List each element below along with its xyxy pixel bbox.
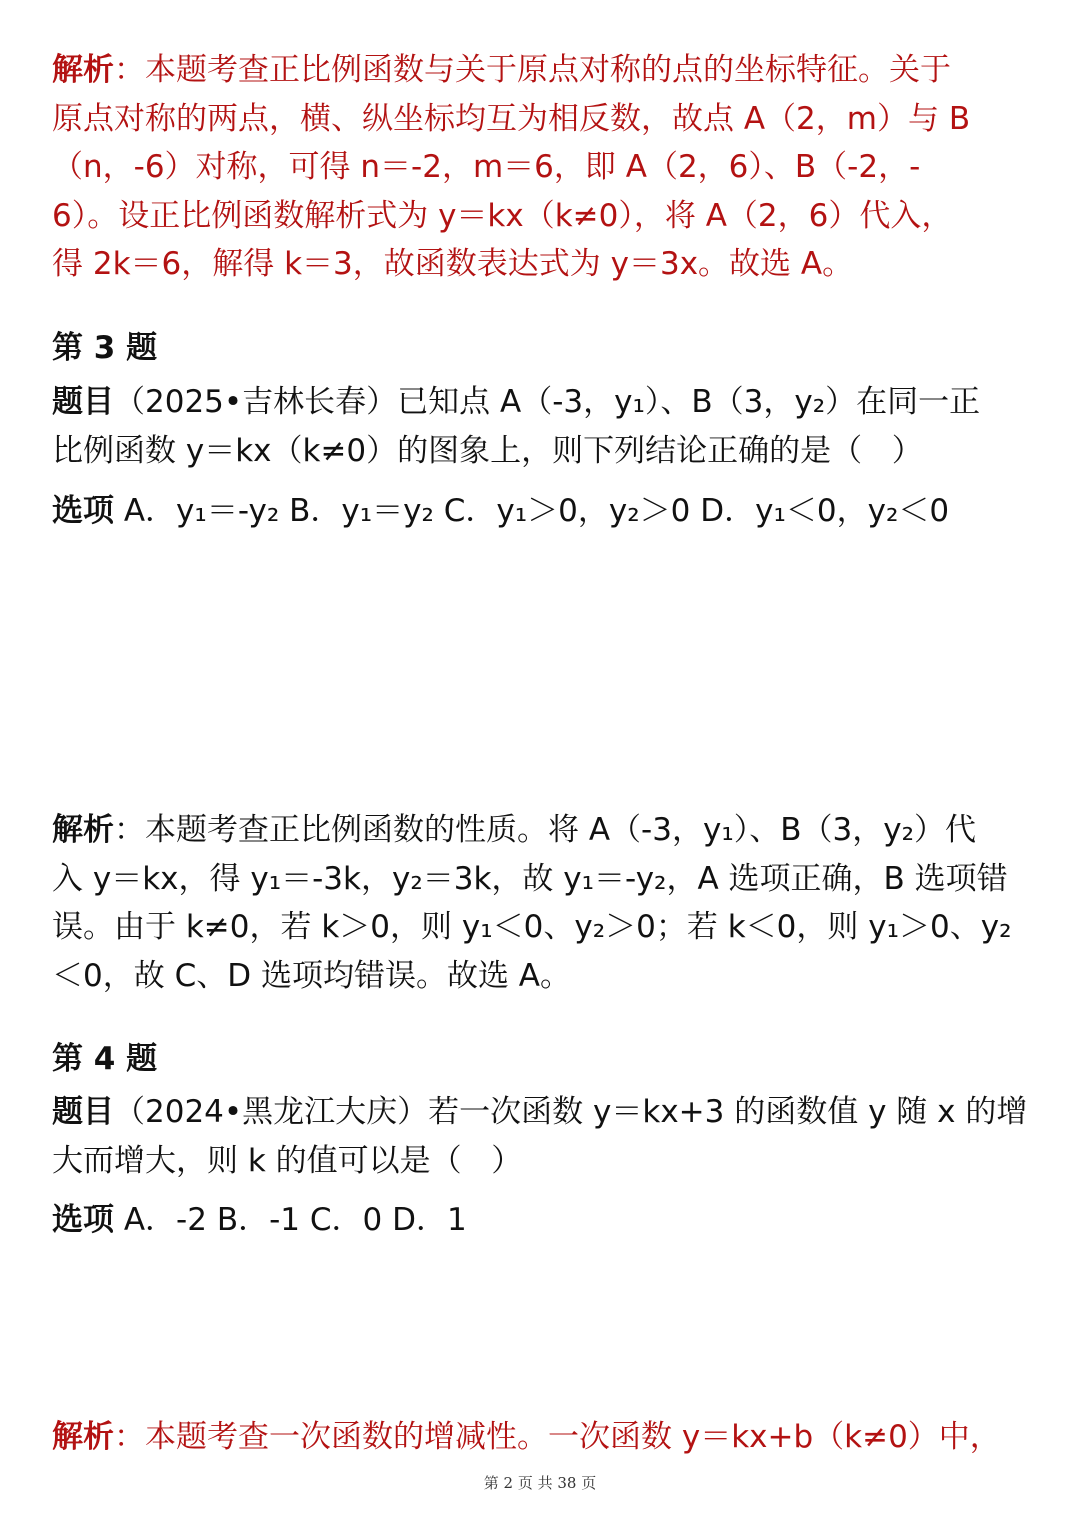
q3-heading: 第 3 题 xyxy=(52,330,158,366)
page-number-footer: 第 2 页 共 38 页 xyxy=(483,1474,597,1492)
q2-analysis-text: ：本题考查正比例函数与关于原点对称的点的坐标特征。关于 原点对称的两点，横、纵坐标均互为相反数，故点 A（2，m）与 B （n，-6）对称，可得 n＝-2，m＝6，即 A（2，6）、B（-2，- 6）。设正比例函数解析式为 y＝kx（k≠0），将 A（2，6）代入， 得 2k＝6，解得 k＝3，故函数表达式为 y＝3x。故选 A。 xyxy=(52,52,971,282)
q4-options-block xyxy=(52,1196,1032,1245)
q3-stem-paragraph xyxy=(52,378,1032,475)
q3-analysis-block xyxy=(52,806,1032,1000)
q4-analysis-paragraph xyxy=(52,1413,1032,1462)
q4-stem-label: 题目 xyxy=(52,1094,114,1130)
q3-options-paragraph xyxy=(52,487,1032,536)
q2-analysis-paragraph xyxy=(52,46,1032,289)
q3-heading-block xyxy=(52,322,1032,367)
q3-analysis-label: 解析 xyxy=(52,812,114,848)
q3-options-label: 选项 xyxy=(52,493,114,529)
q3-stem-block xyxy=(52,378,1032,475)
q4-options-paragraph xyxy=(52,1196,1032,1245)
q3-stem-text: （2025•吉林长春）已知点 A（-3，y₁）、B（3，y₂）在同一正 比例函数 y＝kx（k≠0）的图象上，则下列结论正确的是（ ） xyxy=(52,384,981,469)
q4-analysis-label: 解析 xyxy=(52,1419,114,1455)
q3-analysis-paragraph xyxy=(52,806,1032,1000)
q3-stem-label: 题目 xyxy=(52,384,114,420)
q4-stem-text: （2024•黑龙江大庆）若一次函数 y＝kx+3 的函数值 y 随 x 的增 大而增大，则 k 的值可以是（ ） xyxy=(52,1094,1028,1179)
q3-options-text: A．y₁＝-y₂ B．y₁＝y₂ C．y₁＞0，y₂＞0 D．y₁＜0，y₂＜0 xyxy=(114,493,950,529)
q4-stem-paragraph xyxy=(52,1088,1032,1185)
q4-heading: 第 4 题 xyxy=(52,1041,158,1077)
q3-options-block xyxy=(52,487,1032,536)
q4-stem-block xyxy=(52,1088,1032,1185)
q4-analysis-text: ：本题考查一次函数的增减性。一次函数 y＝kx+b（k≠0）中， xyxy=(114,1419,1001,1455)
q2-analysis xyxy=(52,46,1032,289)
q4-options-text: A．-2 B．-1 C．0 D．1 xyxy=(114,1202,467,1238)
q2-analysis-label: 解析 xyxy=(52,52,114,88)
q3-analysis-text: ：本题考查正比例函数的性质。将 A（-3，y₁）、B（3，y₂）代 入 y＝kx，得 y₁＝-3k，y₂＝3k，故 y₁＝-y₂，A 选项正确，B 选项错 误。由于 k≠0，若 k＞0，则 y₁＜0、y₂＞0；若 k＜0，则 y₁＞0、y₂ ＜0，故 C、D 选项均错误。故选 A。 xyxy=(52,812,1012,994)
q4-analysis-block xyxy=(52,1413,1032,1462)
q4-options-label: 选项 xyxy=(52,1202,114,1238)
q4-heading-block xyxy=(52,1033,1032,1078)
